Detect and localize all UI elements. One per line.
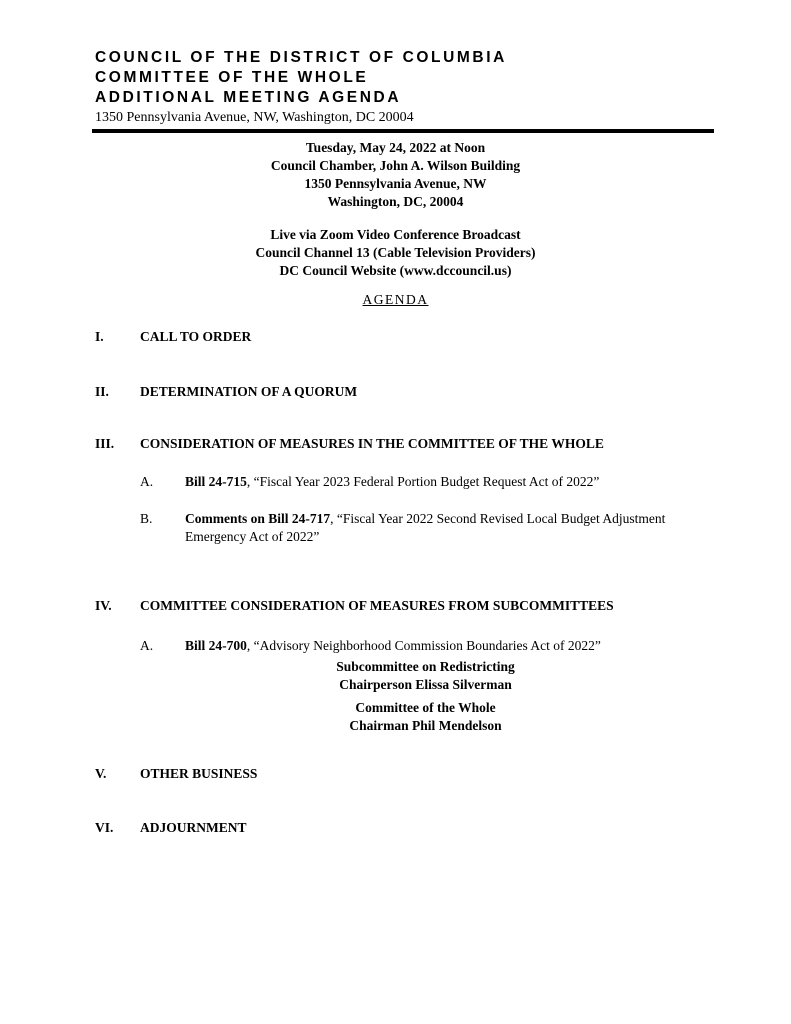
section-title: ADJOURNMENT [140,820,247,835]
meeting-datetime: Tuesday, May 24, 2022 at Noon [305,140,486,155]
section-title: DETERMINATION OF A QUORUM [140,384,358,399]
subcommittee-sponsor [30,658,791,694]
section-quorum [95,384,357,400]
section-title: CONSIDERATION OF MEASURES IN THE COMMITTEE OF THE WHOLE [140,436,604,451]
committee-name-sponsor: Committee of the Whole [355,700,496,715]
committee-chair: Chairman Phil Mendelson [349,718,502,733]
letterhead-address: 1350 Pennsylvania Avenue, NW, Washington, DC 20004 [95,110,414,125]
committee-name: COMMITTEE OF THE WHOLE [95,69,369,86]
bill-title: , “Advisory Neighborhood Commission Boundaries Act of 2022” [246,638,601,653]
broadcast-details [0,226,791,280]
section-adjournment [95,820,247,836]
section-number: VI. [95,820,114,835]
meeting-details [0,139,791,211]
broadcast-zoom: Live via Zoom Video Conference Broadcast [270,227,521,242]
item-letter: A. [140,638,154,653]
section-number: II. [95,384,109,399]
agenda-item-bill-24-700 [140,637,700,655]
bill-number: Comments on Bill 24-717 [185,511,331,526]
meeting-city: Washington, DC, 20004 [327,194,464,209]
meeting-street: 1350 Pennsylvania Avenue, NW [304,176,487,191]
bill-title: , “Fiscal Year 2023 Federal Portion Budget Request Act of 2022” [246,474,600,489]
section-title: CALL TO ORDER [140,329,252,344]
item-letter: A. [140,474,154,489]
bill-number: Bill 24-700 [185,638,247,653]
section-number: I. [95,329,104,344]
letterhead [95,48,715,127]
subcommittee-name: Subcommittee on Redistricting [336,659,515,674]
section-title: OTHER BUSINESS [140,766,258,781]
meeting-location: Council Chamber, John A. Wilson Building [270,158,521,173]
bill-number: Bill 24-715 [185,474,247,489]
broadcast-channel: Council Channel 13 (Cable Television Providers) [255,245,536,260]
section-cow-measures [95,436,604,452]
agenda-heading: AGENDA [362,292,429,307]
section-other-business [95,766,257,782]
section-number: V. [95,766,107,781]
bill-title: , “Fiscal Year 2022 Second Revised Local Budget Adjustment Emergency Act of 2022” [185,511,666,544]
agenda-item-bill-24-717 [140,510,700,546]
section-call-to-order [95,329,251,345]
council-name: COUNCIL OF THE DISTRICT OF COLUMBIA [95,49,507,66]
section-subcommittee-measures [95,598,614,614]
item-letter: B. [140,511,153,526]
document-title: ADDITIONAL MEETING AGENDA [95,89,402,106]
section-number: III. [95,436,115,451]
section-title: COMMITTEE CONSIDERATION OF MEASURES FROM SUBCOMMITTEES [140,598,614,613]
section-number: IV. [95,598,112,613]
broadcast-website: DC Council Website (www.dccouncil.us) [279,263,512,278]
agenda-item-bill-24-715 [140,473,700,491]
committee-sponsor [30,699,791,735]
subcommittee-chair: Chairperson Elissa Silverman [339,677,512,692]
letterhead-rule [92,129,714,133]
